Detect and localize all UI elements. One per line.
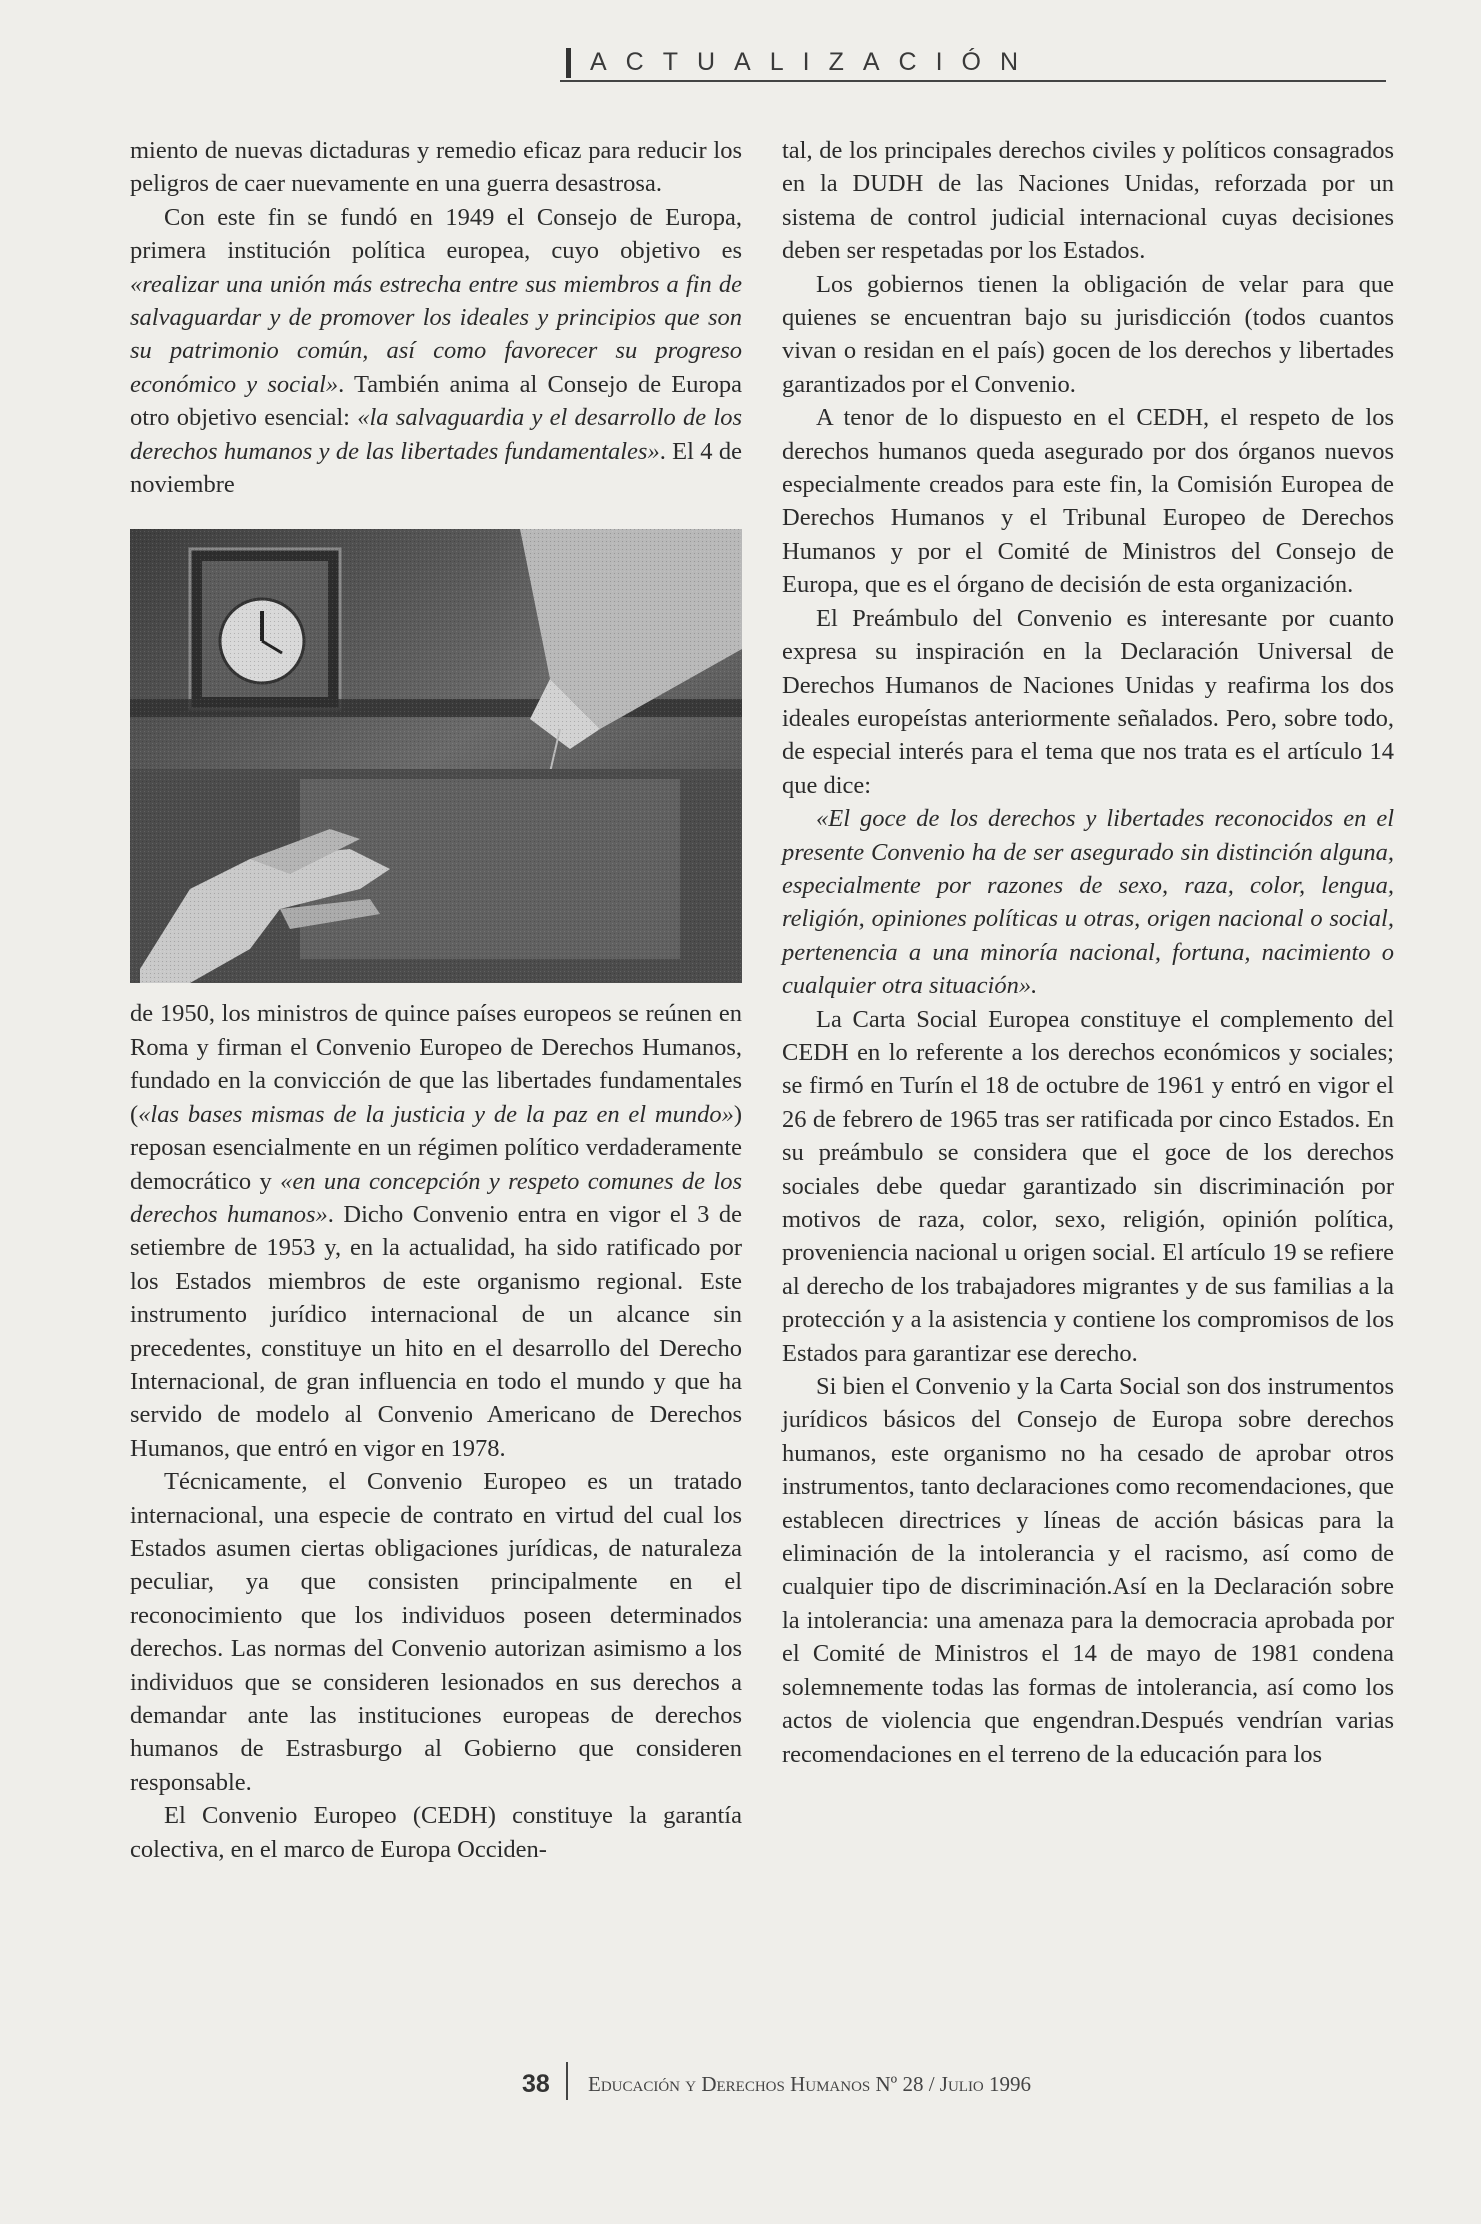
page-number: 38: [522, 2070, 550, 2098]
page-footer: [522, 2062, 1222, 2102]
publication-info: Educación y Derechos Humanos Nº 28 / Julio 1996: [588, 2072, 1032, 2096]
paragraph: Con este fin se fundó en 1949 el Consejo de Europa, primera institución política europea, cuyo objetivo es «realizar una unión más estrecha entre sus miembros a fin de salvaguardar y de promover los ideales y principios que son su patrimonio común, así como favorecer su progreso económico y social». También anima al Consejo de Europa otro objetivo esencial: «la salvaguardia y el desarrollo de los derechos humanos y de las libertades fundamentales». El 4 de noviembre: [130, 203, 742, 499]
paragraph: El Convenio Europeo (CEDH) constituye la garantía colectiva, en el marco de Europa Occiden-: [130, 1802, 742, 1863]
left-column: [130, 134, 742, 1866]
article-photo: [130, 529, 742, 983]
paragraph: A tenor de lo dispuesto en el CEDH, el respeto de los derechos humanos queda asegurado por dos órganos nuevos especialmente creados para este fin, la Comisión Europea de Derechos Humanos y el Tribunal Europeo de Derechos Humanos y por el Comité de Ministros del Consejo de Europa, que es el órgano de decisión de esta organización.: [782, 404, 1394, 599]
footer-divider: [566, 2062, 568, 2100]
paragraph: El Preámbulo del Convenio es interesante por cuanto expresa su inspiración en la Declaración Universal de Derechos Humanos de Naciones Unidas y reafirma los dos ideales europeístas anteriormente señalados. Pero, sobre todo, de especial interés para el tema que nos trata es el artículo 14 que dice:: [782, 604, 1394, 799]
right-column: [782, 134, 1394, 1771]
header-bar: [566, 48, 571, 78]
paragraph: de 1950, los ministros de quince países europeos se reúnen en Roma y firman el Convenio Europeo de Derechos Humanos, fundado en la convicción de que las libertades fundamentales («las bases mismas de la justicia y de la paz en el mundo») reposan esencialmente en un régimen político verdaderamente democrático y «en una concepción y respeto comunes de los derechos humanos». Dicho Convenio entra en vigor el 3 de setiembre de 1953 y, en la actualidad, ha sido ratificado por los Estados miembros de este organismo regional. Este instrumento jurídico internacional de un alcance sin precedentes, constituye un hito en el desarrollo del Derecho Internacional, de gran influencia en todo el mundo y que ha servido de modelo al Convenio Americano de Derechos Humanos, que entró en vigor en 1978.: [130, 1000, 742, 1462]
section-header: [560, 44, 1386, 82]
section-title: ACTUALIZACIÓN: [590, 48, 1038, 76]
signing-photo-image: [130, 529, 742, 983]
paragraph: Los gobiernos tienen la obligación de velar para que quienes se encuentran bajo su jurisdicción (todos cuantos vivan o residan en el país) gocen de los derechos y libertades garantizados por el Convenio.: [782, 270, 1394, 398]
paragraph: tal, de los principales derechos civiles y políticos consagrados en la DUDH de las Naciones Unidas, reforzada por un sistema de control judicial internacional cuyas decisiones deben ser respetadas por los Estados.: [782, 137, 1394, 265]
paragraph: Si bien el Convenio y la Carta Social son dos instrumentos jurídicos básicos del Consejo de Europa sobre derechos humanos, este organismo no ha cesado de aprobar otros instrumentos, tanto declaraciones como recomendaciones, que establecen directrices y líneas de acción básicas para la eliminación de la intolerancia y el racismo, así como de cualquier tipo de discriminación.Así en la Declaración sobre la intolerancia: una amenaza para la democracia aprobada por el Comité de Ministros el 14 de mayo de 1981 condena solemnemente todas las formas de intolerancia, así como los actos de violencia que engendran.Después vendrían varias recomendaciones en el terreno de la educación para los: [782, 1373, 1394, 1768]
article-quote: «El goce de los derechos y libertades reconocidos en el presente Convenio ha de ser asegurado sin distinción alguna, especialmente por razones de sexo, raza, color, lengua, religión, opiniones políticas u otras, origen nacional o social, pertenencia a una minoría nacional, fortuna, nacimiento o cualquier otra situación».: [782, 805, 1394, 1000]
paragraph: La Carta Social Europea constituye el complemento del CEDH en lo referente a los derechos económicos y sociales; se firmó en Turín el 18 de octubre de 1961 y entró en vigor el 26 de febrero de 1965 tras ser ratificada por cinco Estados. En su preámbulo se considera que el goce de los derechos sociales debe quedar garantizado sin discriminación por motivos de raza, color, sexo, religión, opinión política, proveniencia nacional u origen social. El artículo 19 se refiere al derecho de los trabajadores migrantes y de sus familias a la protección y a la asistencia y contiene los compromisos de los Estados para garantizar ese derecho.: [782, 1005, 1394, 1367]
paragraph: Técnicamente, el Convenio Europeo es un tratado internacional, una especie de contrato en virtud del cual los Estados asumen ciertas obligaciones jurídicas, de naturaleza peculiar, ya que consisten principalmente en el reconocimiento que los individuos poseen determinados derechos. Las normas del Convenio autorizan asimismo a los individuos que se consideren lesionados en sus derechos a demandar ante las instituciones europeas de derechos humanos de Estrasburgo al Gobierno que consideren responsable.: [130, 1468, 742, 1796]
paragraph: miento de nuevas dictaduras y remedio eficaz para reducir los peligros de caer nuevamente en una guerra desastrosa.: [130, 137, 742, 198]
